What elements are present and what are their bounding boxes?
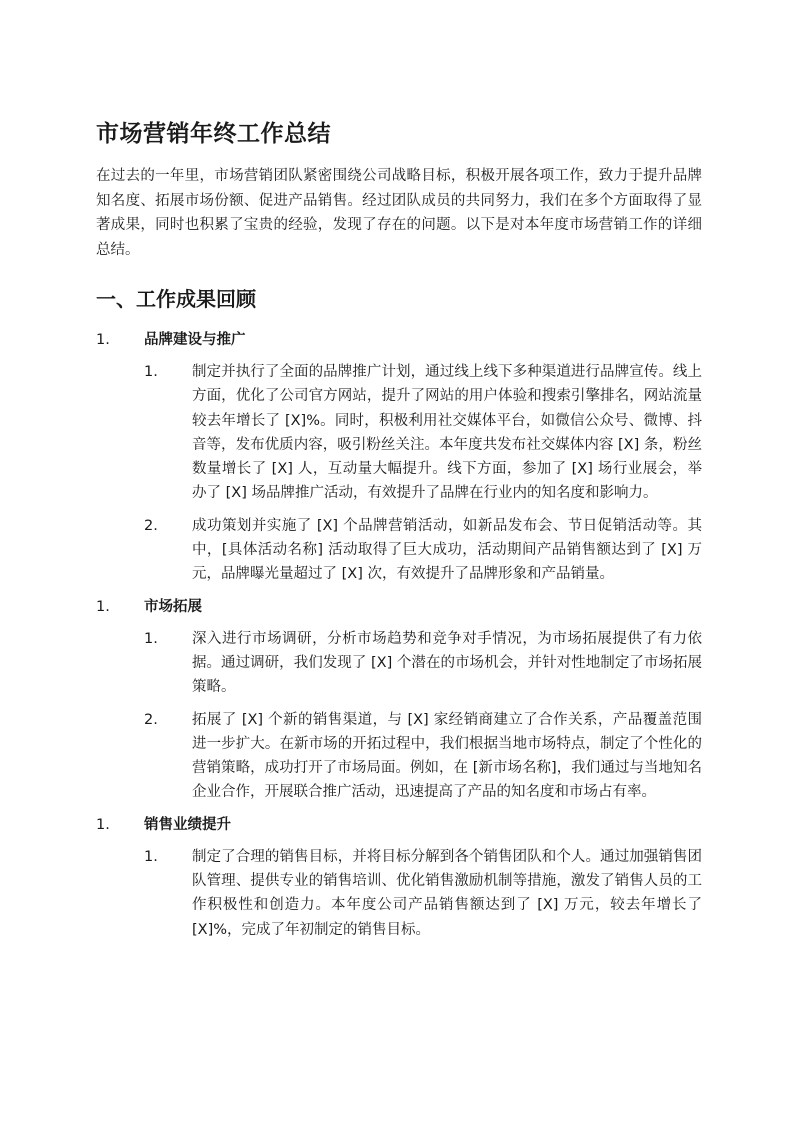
document-title: 市场营销年终工作总结 bbox=[96, 121, 331, 147]
list-item-text: 成功策划并实施了 [X] 个品牌营销活动，如新品发布会、节日促销活动等。其中，[具体活动名称] 活动取得了巨大成功，活动期间产品销售额达到了 [X] 万元，品牌曝光量超过了 [X] 次，有效提升了品牌形象和产品销量。 bbox=[192, 517, 702, 583]
section-heading: 一、工作成果回顾 bbox=[96, 287, 256, 311]
list-item-sales bbox=[96, 813, 702, 837]
list-number: 1. bbox=[144, 848, 158, 865]
list-number: 1. bbox=[144, 364, 158, 380]
list-number: 1. bbox=[96, 332, 110, 348]
sub-list-item bbox=[144, 514, 702, 587]
intro-paragraph: 在过去的一年里，市场营销团队紧密围绕公司战略目标，积极开展各项工作，致力于提升品牌知名度、拓展市场份额、促进产品销售。经过团队成员的共同努力，我们在多个方面取得了显著成果，同时也积累了宝贵的经验，发现了存在的问题。以下是对本年度市场营销工作的详细总结。 bbox=[96, 168, 702, 258]
sub-list-item bbox=[144, 845, 702, 942]
sub-list-item bbox=[144, 360, 702, 506]
list-number: 2. bbox=[144, 711, 158, 728]
sub-list-item bbox=[144, 627, 702, 700]
list-item-text: 深入进行市场调研，分析市场趋势和竞争对手情况，为市场拓展提供了有力依据。通过调研，我们发现了 [X] 个潜在的市场机会，并针对性地制定了市场拓展策略。 bbox=[192, 630, 702, 696]
list-number: 1. bbox=[96, 816, 110, 833]
sub-list-item bbox=[144, 708, 702, 805]
list-item-market bbox=[96, 595, 702, 619]
list-number: 1. bbox=[96, 598, 110, 615]
list-item-text: 制定了合理的销售目标，并将目标分解到各个销售团队和个人。通过加强销售团队管理、提供专业的销售培训、优化销售激励机制等措施，激发了销售人员的工作积极性和创造力。本年度公司产品销售额达到了 [X] 万元，较去年增长了 [X]%，完成了年初制定的销售目标。 bbox=[192, 848, 702, 938]
list-item-text: 拓展了 [X] 个新的销售渠道，与 [X] 家经销商建立了合作关系，产品覆盖范围进一步扩大。在新市场的开拓过程中，我们根据当地市场特点，制定了个性化的营销策略，成功打开了市场局面。例如，在 [新市场名称]，我们通过与当地知名企业合作，开展联合推广活动，迅速提高了产品的知名度和市场占有率。 bbox=[192, 711, 702, 801]
list-item-text: 制定并执行了全面的品牌推广计划，通过线上线下多种渠道进行品牌宣传。线上方面，优化了公司官方网站，提升了网站的用户体验和搜索引擎排名，网站流量较去年增长了 [X]%。同时，积极利用社交媒体平台，如微信公众号、微博、抖音等，发布优质内容，吸引粉丝关注。本年度共发布社交媒体内容 [X] 条，粉丝数量增长了 [X] 人，互动量大幅提升。线下方面，参加了 [X] 场行业展会，举办了 [X] 场品牌推广活动，有效提升了品牌在行业内的知名度和影响力。 bbox=[192, 364, 702, 502]
list-item-title: 市场拓展 bbox=[144, 598, 202, 615]
list-number: 1. bbox=[144, 630, 158, 647]
list-number: 2. bbox=[144, 517, 158, 534]
list-item-title: 品牌建设与推广 bbox=[144, 332, 246, 348]
list-item-title: 销售业绩提升 bbox=[144, 816, 231, 833]
list-item-brand bbox=[96, 328, 702, 352]
document-page bbox=[96, 118, 702, 950]
